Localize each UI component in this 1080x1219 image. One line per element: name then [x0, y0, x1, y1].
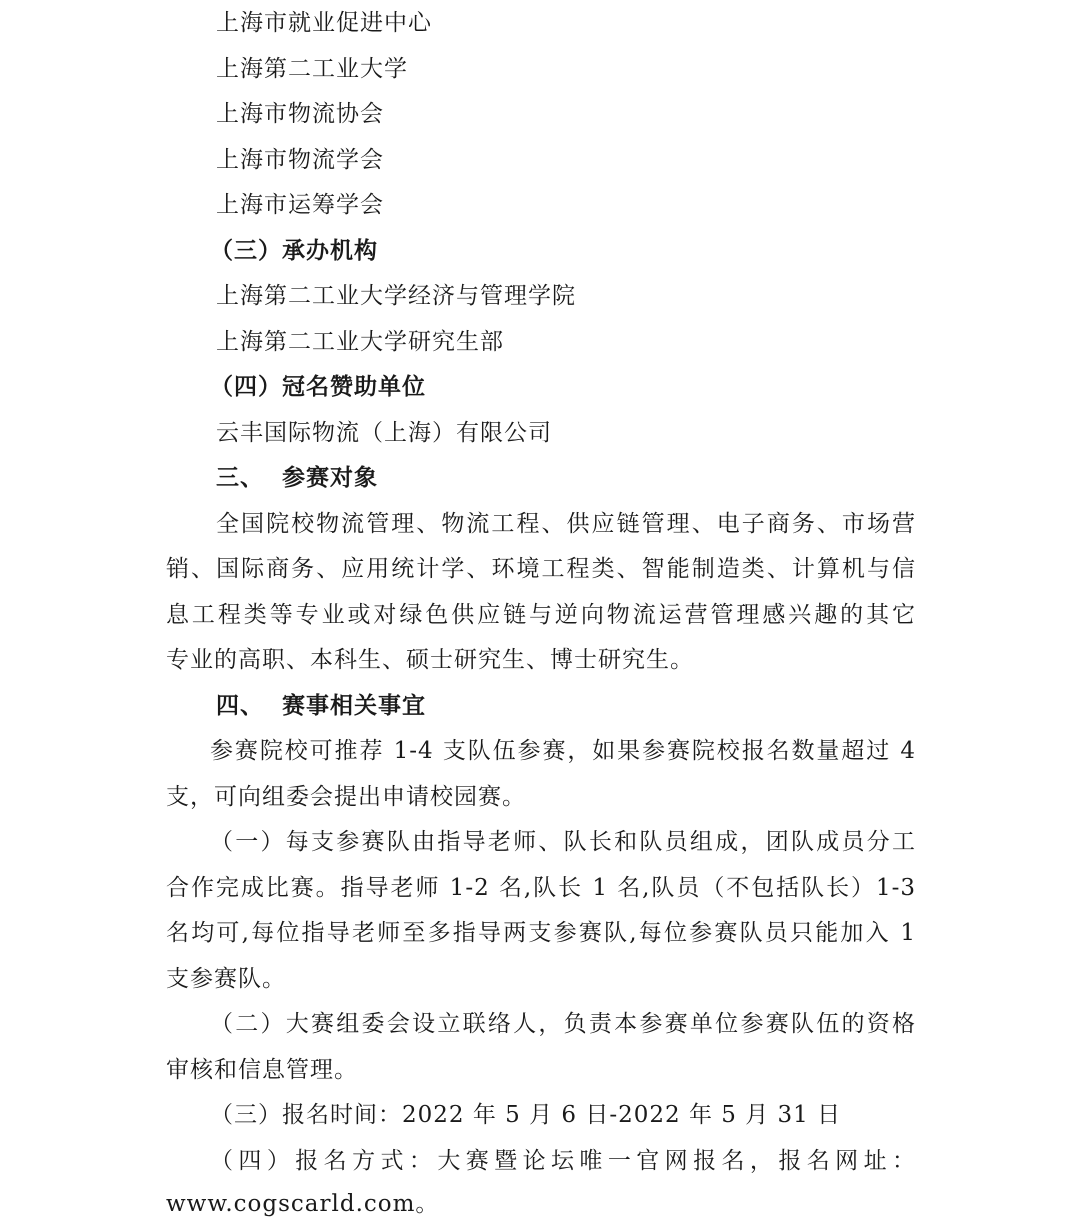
section-heading-matters: 四、 赛事相关事宜 [216, 692, 427, 719]
section-heading-participants: 三、 参赛对象 [216, 464, 379, 491]
matters-item1-line: 名均可,每位指导老师至多指导两支参赛队,每位参赛队员只能加入 1 [166, 920, 916, 946]
organizer-item: 上海第二工业大学 [216, 56, 408, 82]
organizer-item: 上海市运筹学会 [216, 192, 384, 218]
section-heading-sponsor: （四）冠名赞助单位 [210, 373, 426, 400]
organizer-item: 上海市就业促进中心 [216, 10, 432, 36]
undertaker-item: 上海第二工业大学经济与管理学院 [216, 283, 576, 309]
matters-item1-line: 支参赛队。 [166, 966, 286, 992]
registration-website-link[interactable]: www.cogscarld.com。 [166, 1191, 440, 1217]
participants-paragraph-line: 全国院校物流管理、物流工程、供应链管理、电子商务、市场营 [216, 511, 916, 537]
participants-paragraph-line: 专业的高职、本科生、硕士研究生、博士研究生。 [166, 647, 694, 673]
matters-item4-line: （四）报名方式：大赛暨论坛唯一官网报名，报名网址： [210, 1148, 916, 1174]
matters-intro-line: 参赛院校可推荐 1-4 支队伍参赛，如果参赛院校报名数量超过 4 [210, 738, 916, 764]
matters-item1-line: （一）每支参赛队由指导老师、队长和队员组成，团队成员分工 [210, 829, 916, 855]
participants-paragraph-line: 销、国际商务、应用统计学、环境工程类、智能制造类、计算机与信 [166, 556, 916, 582]
sponsor-item: 云丰国际物流（上海）有限公司 [216, 420, 552, 446]
matters-item2-line: （二）大赛组委会设立联络人，负责本参赛单位参赛队伍的资格 [210, 1011, 916, 1037]
matters-item2-line: 审核和信息管理。 [166, 1057, 358, 1083]
undertaker-item: 上海第二工业大学研究生部 [216, 329, 504, 355]
participants-paragraph-line: 息工程类等专业或对绿色供应链与逆向物流运营管理感兴趣的其它 [166, 602, 916, 628]
matters-item1-line: 合作完成比赛。指导老师 1-2 名,队长 1 名,队员（不包括队长）1-3 [166, 875, 916, 901]
organizer-item: 上海市物流协会 [216, 101, 384, 127]
matters-item3-line: （三）报名时间：2022 年 5 月 6 日-2022 年 5 月 31 日 [210, 1102, 842, 1128]
organizer-item: 上海市物流学会 [216, 147, 384, 173]
matters-intro-line: 支，可向组委会提出申请校园赛。 [166, 784, 526, 810]
section-heading-undertaker: （三）承办机构 [210, 237, 378, 264]
